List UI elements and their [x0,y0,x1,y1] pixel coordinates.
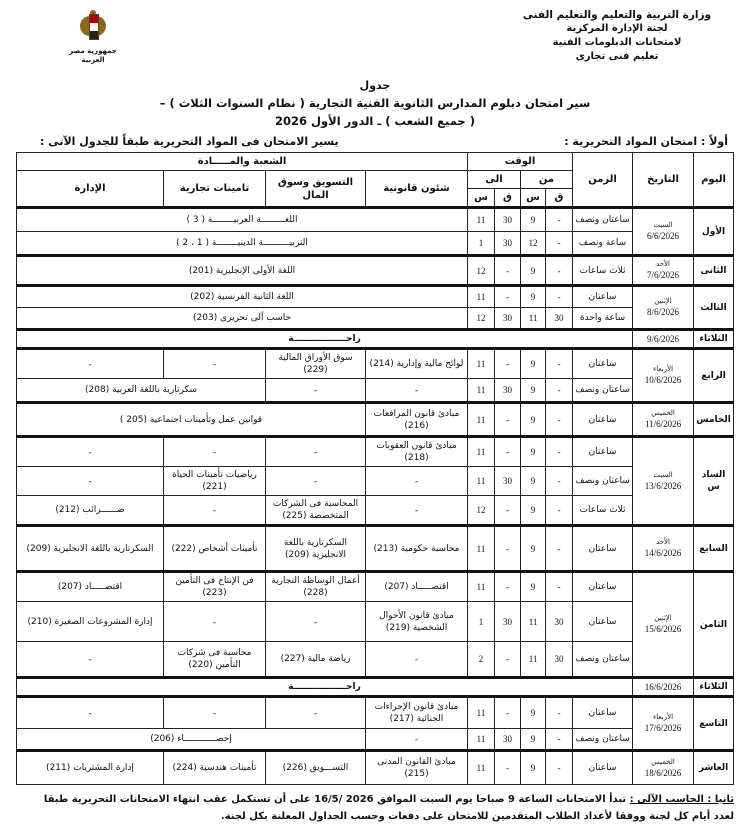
subject-cell: - [17,349,164,379]
table-row [17,602,734,642]
table-row [17,642,734,678]
from-minute: - [546,467,573,496]
to-hour: 12 [468,496,495,526]
duration: ساعتان [573,602,633,642]
day-name: الثالث [694,286,734,330]
header-date: التاريخ [633,153,694,208]
exam-date: 16/6/2026 [633,678,694,697]
from-hour: 12 [521,232,546,256]
subject-cell: التســـويق (226) [266,751,366,785]
ministry-line: وزارة التربية والتعليم والتعليم الفنى [522,9,712,21]
duration: ساعتان [573,349,633,379]
exam-date: 8/6/2026 [647,307,680,317]
from-hour: 9 [521,286,546,308]
page-title: جدول [359,79,391,92]
weekday-label: الأحد [656,538,670,546]
header-time: الوقت [468,153,573,171]
exam-date: 9/6/2026 [633,330,694,349]
to-hour: 1 [468,602,495,642]
exam-date: 7/6/2026 [647,270,680,280]
from-hour: 9 [521,437,546,467]
subject-cell: مبادئ قانون الإجراءات الجنائية (217) [366,697,468,729]
to-hour: 11 [468,751,495,785]
to-hour: 11 [468,349,495,379]
to-minute: 30 [495,379,521,403]
table-row [17,403,734,437]
subject-cell: مبادئ قانون الأحوال الشخصية (219) [366,602,468,642]
from-hour: 11 [521,602,546,642]
to-hour: 11 [468,467,495,496]
from-hour: 9 [521,403,546,437]
day-name: الثلاثاء [694,330,734,349]
subject-cell: رياضة مالية (227) [266,642,366,678]
to-hour: 1 [468,232,495,256]
from-minute: - [546,751,573,785]
from-minute: - [546,526,573,572]
subject-cell: - [17,467,164,496]
subject-merged: سكرتارية باللغة العربية (208) [17,379,266,403]
from-hour: 9 [521,349,546,379]
header-from: من [521,171,573,189]
subject-cell: - [266,467,366,496]
to-hour: 11 [468,208,495,232]
from-minute: - [546,729,573,751]
to-minute: 30 [495,208,521,232]
to-minute: 30 [495,467,521,496]
exam-date-cell [633,526,694,572]
subject-cell: - [17,642,164,678]
weekday-label: الخميس [651,409,675,417]
subject-cell: سوق الأوراق المالية (229) [266,349,366,379]
from-minute: - [546,697,573,729]
to-minute: 30 [495,602,521,642]
from-hour: 9 [521,572,546,602]
exam-date: 11/6/2026 [644,419,682,429]
section-1-label: أولاً : امتحان المواد التحريرية : [564,135,728,148]
from-hour: 9 [521,256,546,286]
duration: ساعة واحدة [573,308,633,330]
duration: ساعة ونصف [573,232,633,256]
subject-cell: - [366,379,468,403]
subject-all-branches: اللغة الثانية الفرنسية (202) [17,286,468,308]
eagle-emblem-icon [80,10,106,44]
header-branch-legal: شئون قانونية [366,171,468,208]
subject-all-branches: التربيــــــــــة الدينيــــــــة ( 1 ، 2 ) [17,232,468,256]
subject-cell: - [164,697,266,729]
table-row [17,751,734,785]
day-name: السابع [694,526,734,572]
ministry-header [502,8,732,64]
section-2-text: تبدأ الامتحانات الساعة 9 صباحا يوم السبت الموافق 2026 /16/5 على أن تستكمل عقب انتهاء الامتحانات التحريرية طبقا لعدد أيام كل لجنة ووفقا لأعداد الطلاب المتقدمين للامتحان على دفعات وحسب الجداول المعلنة بكل لجنة. [43,794,734,822]
rest-day-label: راحـــــــــــــــــة [17,330,633,349]
weekday-label: السبت [653,470,673,479]
page-subtitle: سير امتحان دبلوم المدارس الثانوية الفنية التجارية ( نظام السنوات الثلاث ) – [159,96,591,110]
subject-cell: - [164,437,266,467]
subject-cell: - [266,602,366,642]
subject-cell: - [266,437,366,467]
subject-cell: لوائح مالية وإدارية (214) [366,349,468,379]
day-name: الأول [694,208,734,256]
exam-date-cell [633,437,694,526]
subject-cell: اقتصـــــاد (207) [366,572,468,602]
to-hour: 11 [468,697,495,729]
table-row [17,697,734,729]
duration: ساعتان [573,526,633,572]
duration: ساعتان [573,572,633,602]
duration: ثلاث ساعات [573,256,633,286]
subject-cell: - [164,496,266,526]
header-duration: الزمن [573,153,633,208]
subject-cell: ضــــــرائب (212) [17,496,164,526]
to-hour: 11 [468,526,495,572]
page-subtitle-2: ( جميع الشعب ) ـ الدور الأول 2026 [275,114,475,128]
subject-cell: - [366,729,468,751]
to-minute: - [495,751,521,785]
subject-cell: - [366,642,468,678]
day-name: الخامس [694,403,734,437]
from-hour: 11 [521,642,546,678]
subject-cell: - [366,467,468,496]
duration: ساعتان ونصف [573,379,633,403]
subject-cell: السكرتارية باللغة الانجليزية (209) [266,526,366,572]
to-minute: - [495,256,521,286]
duration: ثلاث ساعات [573,496,633,526]
exam-date: 18/6/2026 [644,767,682,778]
egypt-emblem [58,10,128,65]
table-row [17,256,734,286]
to-hour: 11 [468,437,495,467]
subject-cell: مبادئ قانون المرافعات (216) [366,403,468,437]
to-minute: - [495,286,521,308]
rest-day-row [17,678,734,697]
to-hour: 11 [468,572,495,602]
from-hour: 9 [521,496,546,526]
subject-cell: محاسبة فى شركات التأمين (220) [164,642,266,678]
subject-cell: - [164,602,266,642]
subject-cell: - [266,697,366,729]
table-row [17,308,734,330]
from-hour: 9 [521,526,546,572]
table-row [17,208,734,232]
header-branch-marketing: التسويق وسوق المال [266,171,366,208]
duration: ساعتان ونصف [573,208,633,232]
to-minute: - [495,642,521,678]
section-2-label: ثانيا : الحاسب الآلى : [629,794,734,805]
day-name: الثامن [694,572,734,678]
header-branch-subject: الشعبة والمـــــادة [17,153,468,171]
emblem-caption: جمهورية مصر العربية [69,47,117,64]
rest-day-row [17,330,734,349]
day-name: العاشر [694,751,734,785]
table-row [17,349,734,379]
section-1-intro: يسير الامتحان فى المواد التحريرية طبقاً للجدول الآتى : [40,135,339,148]
day-name: الثانى [694,256,734,286]
from-hour: 11 [521,308,546,330]
duration: ساعتان ونصف [573,642,633,678]
to-minute: - [495,572,521,602]
from-hour: 9 [521,751,546,785]
subject-cell: - [164,349,266,379]
document-titles [0,78,750,130]
subject-cell: تأمينات أشخاص (222) [164,526,266,572]
to-hour: 11 [468,286,495,308]
header-from-hour: س [521,189,546,208]
subject-cell: محاسبة حكومية (213) [366,526,468,572]
subject-cell: اقتصـــــاد (207) [17,572,164,602]
subject-cell: إدارة المشروعات الصغيرة (210) [17,602,164,642]
subject-cell: رياضيات تأمينات الحياة (221) [164,467,266,496]
page-header [0,0,750,78]
from-minute: - [546,208,573,232]
duration: ساعتان [573,437,633,467]
to-minute: 30 [495,729,521,751]
from-hour: 9 [521,379,546,403]
exam-date: 15/6/2026 [644,624,682,634]
table-row [17,286,734,308]
subject-cell: مبادئ القانون المدنى (215) [366,751,468,785]
exam-schedule-table [16,152,734,785]
table-row [17,572,734,602]
exam-date: 13/6/2026 [644,480,682,491]
from-minute: - [546,286,573,308]
day-name: التاسع [694,697,734,751]
from-hour: 9 [521,697,546,729]
from-minute: - [546,379,573,403]
day-name: الرابع [694,349,734,403]
subject-merged: قوانين عمل وتأمينات اجتماعية (205 ) [17,403,366,437]
to-minute: - [495,697,521,729]
from-minute: - [546,232,573,256]
table-row [17,467,734,496]
subject-all-branches: حاسب آلى تحريرى (203) [17,308,468,330]
section-1-row [0,130,750,152]
subject-cell: مبادئ قانون العقوبات (218) [366,437,468,467]
exam-date-cell [633,256,694,286]
from-minute: - [546,437,573,467]
from-hour: 9 [521,729,546,751]
to-hour: 11 [468,379,495,403]
subject-cell: فن الإنتاج فى التأمين (223) [164,572,266,602]
duration: ساعتان ونصف [573,467,633,496]
subject-cell: أعمال الوساطة التجارية (228) [266,572,366,602]
ministry-line: لامتحانات الدبلومات الفنية [552,37,682,48]
subject-cell: السكرتارية باللغة الانجليزية (209) [17,526,164,572]
from-minute: 30 [546,642,573,678]
subject-cell: المحاسبة فى الشركات المتخصصة (225) [266,496,366,526]
table-row [17,437,734,467]
subject-cell: - [17,697,164,729]
to-minute: - [495,526,521,572]
exam-date: 14/6/2026 [644,548,682,558]
to-minute: - [495,496,521,526]
table-row [17,496,734,526]
weekday-label: الإثنين [654,297,672,305]
table-row [17,526,734,572]
from-minute: - [546,349,573,379]
header-from-minute: ق [546,189,573,208]
to-hour: 11 [468,729,495,751]
subject-cell: - [366,496,468,526]
duration: ساعتان ونصف [573,729,633,751]
weekday-label: الإثنين [654,614,672,622]
duration: ساعتان [573,403,633,437]
ministry-line: تعليم فنى تجارى [575,51,659,62]
header-branch-management: الإدارة [17,171,164,208]
duration: ساعتان [573,751,633,785]
from-hour: 9 [521,467,546,496]
duration: ساعتان [573,286,633,308]
to-hour: 2 [468,642,495,678]
header-branch-insurance: تامينات تجارية [164,171,266,208]
day-name: الثلاثاء [694,678,734,697]
subject-cell: إدارة المشتريات (211) [17,751,164,785]
table-wrapper [0,152,750,785]
exam-date-cell [633,751,694,785]
weekday-label: الخميس [651,757,675,766]
computer-exam-note [28,791,734,825]
to-hour: 11 [468,403,495,437]
day-name: السادس [694,437,734,526]
exam-date-cell [633,697,694,751]
exam-date-cell [633,403,694,437]
subject-merged: إحصــــــــــــاء (206) [17,729,366,751]
duration: ساعتان [573,697,633,729]
weekday-label: الأربعاء [652,365,674,373]
subject-all-branches: اللغة الأولى الإنجليزية (201) [17,256,468,286]
header-day: اليوم [694,153,734,208]
table-row [17,379,734,403]
table-row [17,729,734,751]
subject-cell: - [266,379,366,403]
header-to-hour: س [468,189,495,208]
subject-cell: تأمينات هندسية (224) [164,751,266,785]
header-to-minute: ق [495,189,521,208]
to-hour: 12 [468,308,495,330]
from-minute: - [546,256,573,286]
to-minute: - [495,437,521,467]
weekday-label: السبت [653,221,673,229]
to-minute: - [495,403,521,437]
exam-date-cell [633,208,694,256]
to-minute: 30 [495,308,521,330]
exam-date-cell [633,286,694,330]
header-to: الى [468,171,521,189]
from-hour: 9 [521,208,546,232]
subject-cell: - [17,437,164,467]
exam-date: 10/6/2026 [644,375,682,385]
from-minute: 30 [546,308,573,330]
from-minute: 30 [546,602,573,642]
exam-date-cell [633,572,694,678]
rest-day-label: راحـــــــــــــــــة [17,678,633,697]
table-row [17,232,734,256]
to-hour: 12 [468,256,495,286]
exam-date-cell [633,349,694,403]
ministry-line: لجنة الإدارة المركزية [566,23,668,34]
to-minute: 30 [495,232,521,256]
weekday-label: الأربعاء [652,713,674,721]
exam-date: 17/6/2026 [644,723,682,733]
to-minute: - [495,349,521,379]
weekday-label: الأحد [656,260,670,268]
from-minute: - [546,572,573,602]
from-minute: - [546,496,573,526]
subject-all-branches: اللغـــــــــة العربيــــــــة ( 3 ) [17,208,468,232]
from-minute: - [546,403,573,437]
exam-date: 6/6/2026 [647,231,680,241]
